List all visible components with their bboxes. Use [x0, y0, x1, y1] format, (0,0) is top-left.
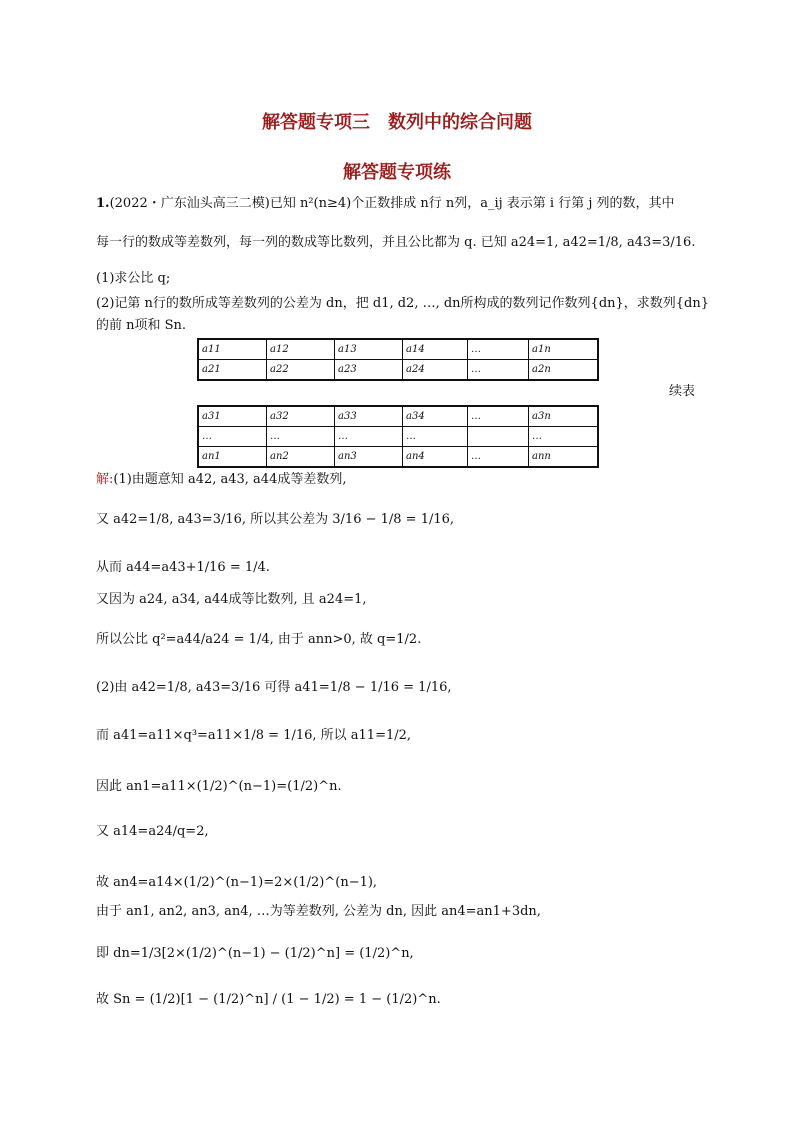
table-cell: …: [468, 406, 529, 427]
solution-line-7: 而 a41=a11×q³=a11×1/8 = 1/16, 所以 a11=1/2,: [96, 728, 412, 743]
solution-line-9: 又 a14=a24/q=2,: [96, 824, 209, 839]
table-cell: a21: [198, 360, 267, 381]
question-2-line-1: (2)记第 n行的数所成等差数列的公差为 dn，把 d1, d2, …, dn所构成的数列记作数列{dn}，求数列{dn}: [96, 296, 710, 311]
solution-label: 解:: [96, 472, 114, 487]
table-cell: a31: [198, 406, 267, 427]
table-cell: an3: [335, 447, 403, 468]
table-cell: …: [403, 427, 468, 447]
table-cell: an1: [198, 447, 267, 468]
solution-line-5: 所以公比 q²=a44/a24 = 1/4, 由于 ann>0, 故 q=1/2.: [96, 632, 422, 647]
problem-statement-line-2: 每一行的数成等差数列，每一列的数成等比数列，并且公比都为 q. 已知 a24=1, a42=1/8, a43=3/16.: [96, 235, 696, 250]
solution-line-13: 故 Sn = (1/2)[1 − (1/2)^n] / (1 − 1/2) = 1 − (1/2)^n.: [96, 992, 441, 1007]
solution-line-6: (2)由 a42=1/8, a43=3/16 可得 a41=1/8 − 1/16 = 1/16,: [96, 680, 452, 695]
table-cell: a32: [267, 406, 335, 427]
solution-line-12: 即 dn=1/3[2×(1/2)^(n−1) − (1/2)^n] = (1/2)^n,: [96, 946, 414, 961]
solution-line-2: 又 a42=1/8, a43=3/16, 所以其公差为 3/16 − 1/8 = 1/16,: [96, 512, 455, 527]
question-2-line-2: 的前 n项和 Sn.: [96, 318, 187, 333]
table-cell: a1n: [529, 339, 599, 360]
table-cell: a12: [267, 339, 335, 360]
matrix-table-1: [197, 338, 599, 381]
section-subtitle: 解答题专项练: [343, 162, 451, 183]
solution-line-11: 由于 an1, an2, an3, an4, …为等差数列, 公差为 dn, 因此 an4=an1+3dn,: [96, 904, 541, 919]
table-cell: …: [468, 360, 529, 381]
page-title: 解答题专项三 数列中的综合问题: [262, 112, 532, 133]
problem-statement-line-1: [96, 196, 675, 212]
table-cell: a34: [403, 406, 468, 427]
table-row: [198, 360, 598, 381]
table-cell: [468, 427, 529, 447]
solution-line-3: 从而 a44=a43+1/16 = 1/4.: [96, 560, 270, 575]
table-cell: …: [468, 339, 529, 360]
problem-number: 1.: [96, 196, 110, 211]
table-cell: an2: [267, 447, 335, 468]
solution-line-8: 因此 an1=a11×(1/2)^(n−1)=(1/2)^n.: [96, 779, 342, 794]
matrix-table-2: [197, 405, 599, 468]
table-cell: a3n: [529, 406, 599, 427]
table-cell: a23: [335, 360, 403, 381]
table-cell: ann: [529, 447, 599, 468]
table-row: [198, 406, 598, 427]
question-1: (1)求公比 q;: [96, 271, 171, 286]
table-row: [198, 447, 598, 468]
solution-line-1: 解:(1)由题意知 a42, a43, a44成等差数列,: [96, 472, 347, 487]
table-cell: a2n: [529, 360, 599, 381]
table-cell: a13: [335, 339, 403, 360]
table-cell: …: [267, 427, 335, 447]
table-cell: a33: [335, 406, 403, 427]
table-cell: …: [468, 447, 529, 468]
table-cell: a22: [267, 360, 335, 381]
table-cell: …: [198, 427, 267, 447]
table-row: [198, 427, 598, 447]
table-cell: a24: [403, 360, 468, 381]
solution-line-4: 又因为 a24, a34, a44成等比数列, 且 a24=1,: [96, 592, 367, 607]
table-row: [198, 339, 598, 360]
table-cell: a11: [198, 339, 267, 360]
table-cell: …: [529, 427, 599, 447]
solution-line-10: 故 an4=a14×(1/2)^(n−1)=2×(1/2)^(n−1),: [96, 875, 378, 890]
table-cell: …: [335, 427, 403, 447]
problem-stmt-1: 已知 n²(n≥4)个正数排成 n行 n列，a_ij 表示第 i 行第 j 列的数，其中: [269, 196, 675, 211]
table-cell: a14: [403, 339, 468, 360]
continued-table-label: 续表: [669, 384, 696, 399]
table-cell: an4: [403, 447, 468, 468]
problem-source: (2022・广东汕头高三二模): [109, 196, 270, 211]
